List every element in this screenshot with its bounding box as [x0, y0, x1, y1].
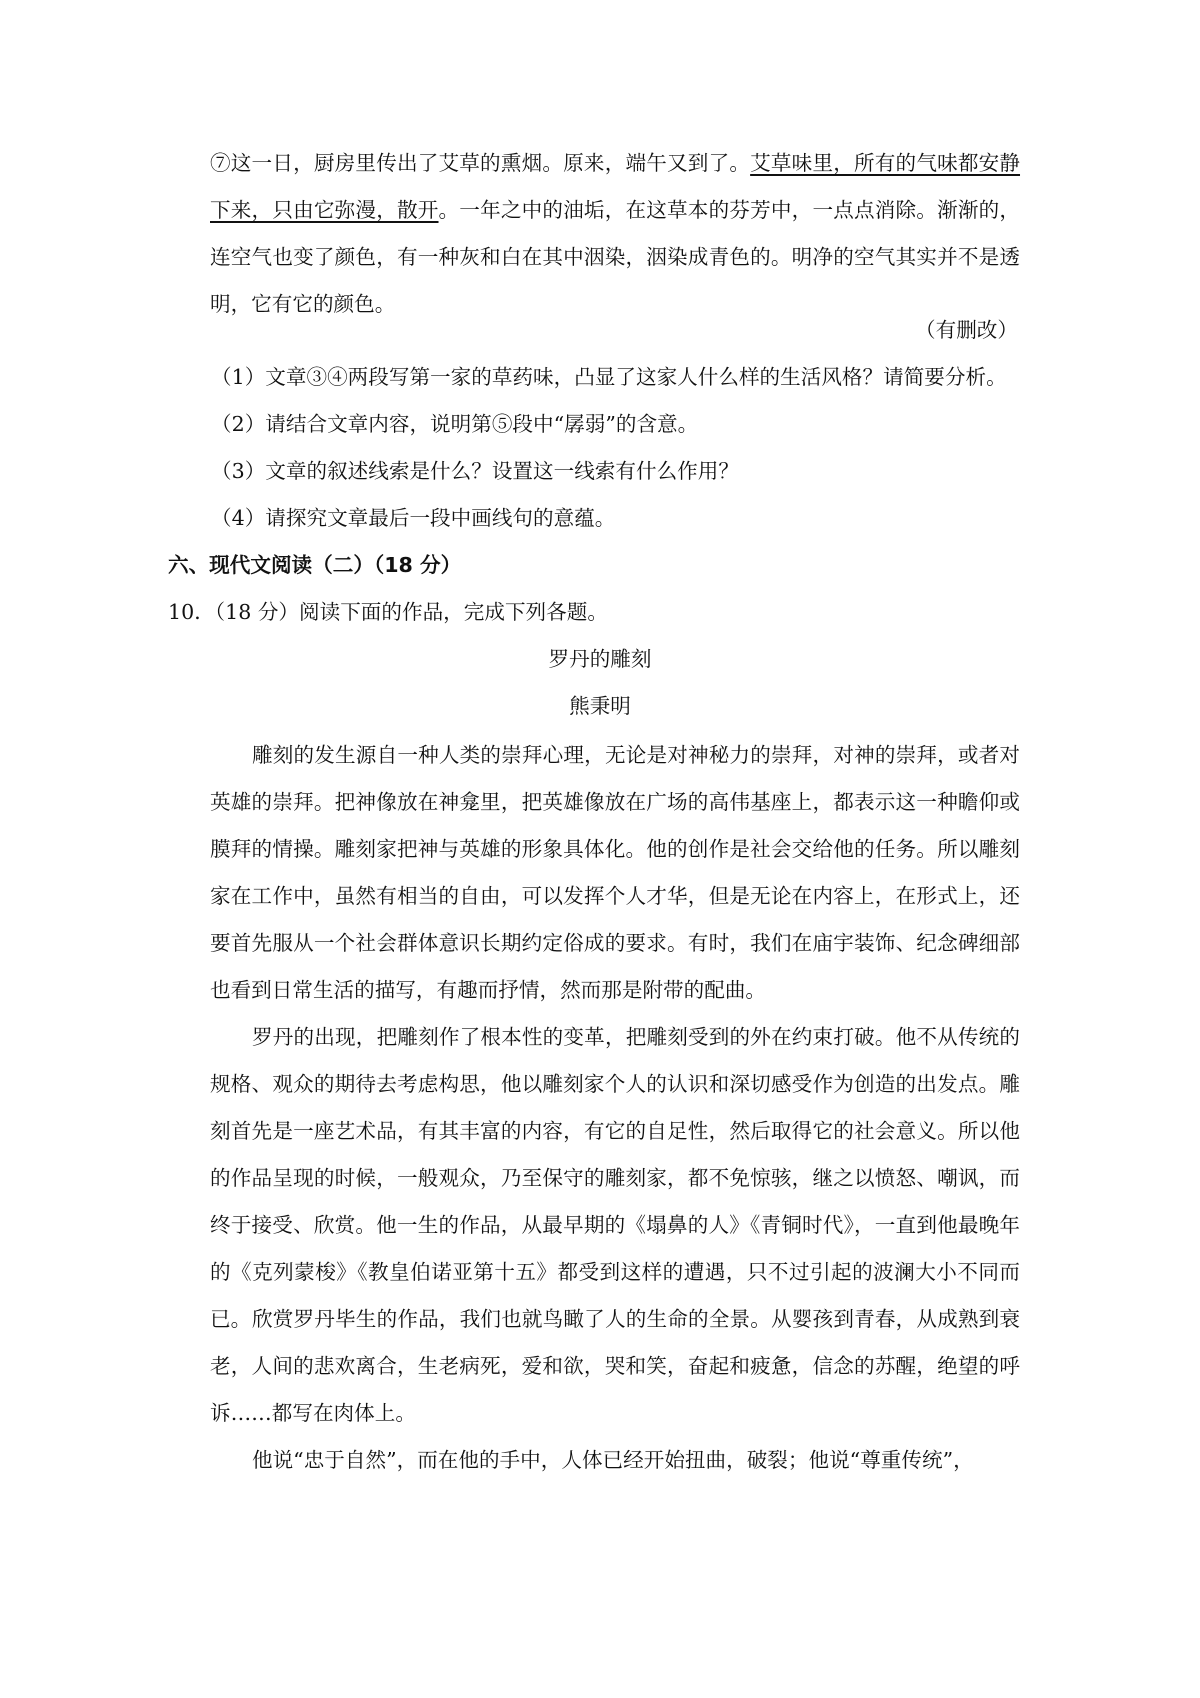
- article-paragraph-1: 雕刻的发生源自一种人类的崇拜心理，无论是对神秘力的崇拜，对神的崇拜，或者对英雄的崇拜。把神像放在神龛里，把英雄像放在广场的高伟基座上，都表示这一种瞻仰或膜拜的情操。雕刻家把神与英雄的形象具体化。他的创作是社会交给他的任务。所以雕刻家在工作中，虽然有相当的自由，可以发挥个人才华，但是无论在内容上，在形式上，还要首先服从一个社会群体意识长期约定俗成的要求。有时，我们在庙宇装饰、纪念碑细部也看到日常生活的描写，有趣而抒情，然而那是附带的配曲。: [210, 743, 1020, 1002]
- question-2: （2）请结合文章内容，说明第⑤段中“孱弱”的含意。: [211, 412, 699, 436]
- question-4: （4）请探究文章最后一段中画线句的意蕴。: [211, 506, 616, 530]
- article-paragraph-2: 罗丹的出现，把雕刻作了根本性的变革，把雕刻受到的外在约束打破。他不从传统的规格、观众的期待去考虑构思，他以雕刻家个人的认识和深切感受作为创造的出发点。雕刻首先是一座艺术品，有其丰富的内容，有它的自足性，然后取得它的社会意义。所以他的作品呈现的时候，一般观众，乃至保守的雕刻家，都不免惊骇，继之以愤怒、嘲讽，而终于接受、欣赏。他一生的作品，从最早期的《塌鼻的人》《青铜时代》，一直到他最晚年的《克列蒙梭》《教皇伯诺亚第十五》都受到这样的遭遇，只不过引起的波澜大小不同而已。: [210, 1025, 1020, 1331]
- article-paragraph-3: 欣赏罗丹毕生的作品，我们也就鸟瞰了人的生命的全景。从婴孩到青春，从成熟到衰老，人间的悲欢离合，生老病死，爱和欲，哭和笑，奋起和疲惫，信念的苏醒，绝望的呼诉……都写在肉体上。: [210, 1307, 1020, 1425]
- underlined-sentence: 艾草味里，所有的气味都安静下来，只由它弥漫，散开: [210, 151, 1021, 222]
- section-heading: 六、现代文阅读（二）（18 分）: [168, 553, 462, 577]
- question-1: （1）文章③④两段写第一家的草药味，凸显了这家人什么样的生活风格？请简要分析。: [211, 365, 1007, 389]
- article-author: 熊秉明: [569, 694, 631, 718]
- paragraph-7-suffix: 。一年之中的油垢，在这草本的芬芳中，一点点消除。渐渐的，连空气也变了颜色，有一种灰和白在其中洇染，洇染成青色的。明净的空气其实并不是透明，它有它的颜色。: [210, 198, 1021, 316]
- edit-note: （有删改）: [915, 318, 1018, 342]
- paragraph-7-prefix: ⑦这一日，厨房里传出了艾草的熏烟。原来，端午又到了。: [210, 151, 751, 175]
- paragraph-7: [210, 140, 1020, 328]
- article-title: 罗丹的雕刻: [548, 647, 652, 671]
- question-10-prompt: 10．（18 分）阅读下面的作品，完成下列各题。: [168, 600, 608, 624]
- question-3: （3）文章的叙述线索是什么？设置这一线索有什么作用？: [211, 459, 739, 483]
- article-paragraph-4: 他说“忠于自然”，而在他的手中，人体已经开始扭曲，破裂；他说“尊重传统”，: [252, 1448, 974, 1472]
